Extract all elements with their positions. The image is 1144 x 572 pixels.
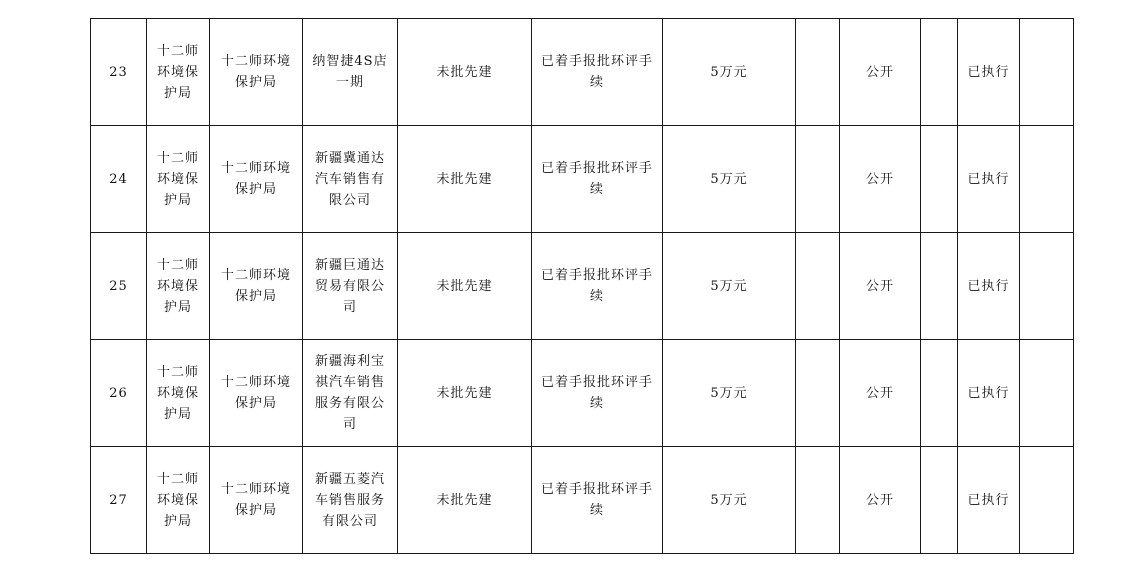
table-row: [91, 126, 1074, 233]
execution-status: 已执行: [958, 19, 1020, 126]
disclosure-status: 公开: [840, 126, 921, 233]
empty-cell: [796, 447, 840, 554]
empty-cell: [796, 233, 840, 340]
rectification-action: 已着手报批环评手续: [532, 126, 663, 233]
execution-status: 已执行: [958, 447, 1020, 554]
penalty-records-table: [90, 18, 1074, 554]
company-name: 纳智捷4S店一期: [303, 19, 398, 126]
empty-cell: [796, 126, 840, 233]
enforcement-agency: 十二师环境保护局: [147, 340, 210, 447]
disclosure-status: 公开: [840, 340, 921, 447]
enforcement-agency: 十二师环境保护局: [147, 233, 210, 340]
table-row: [91, 233, 1074, 340]
violation-type: 未批先建: [398, 233, 532, 340]
enforcement-agency: 十二师环境保护局: [147, 126, 210, 233]
empty-cell: [921, 233, 958, 340]
rectification-action: 已着手报批环评手续: [532, 233, 663, 340]
disclosure-status: 公开: [840, 233, 921, 340]
disclosure-status: 公开: [840, 447, 921, 554]
execution-status: 已执行: [958, 340, 1020, 447]
empty-cell: [921, 19, 958, 126]
penalty-amount: 5万元: [663, 19, 796, 126]
handling-department: 十二师环境保护局: [210, 233, 303, 340]
empty-cell: [1020, 126, 1074, 233]
empty-cell: [796, 340, 840, 447]
disclosure-status: 公开: [840, 19, 921, 126]
execution-status: 已执行: [958, 233, 1020, 340]
empty-cell: [1020, 447, 1074, 554]
violation-type: 未批先建: [398, 340, 532, 447]
empty-cell: [796, 19, 840, 126]
handling-department: 十二师环境保护局: [210, 340, 303, 447]
empty-cell: [921, 126, 958, 233]
record-number: 24: [91, 126, 147, 233]
rectification-action: 已着手报批环评手续: [532, 340, 663, 447]
penalty-amount: 5万元: [663, 233, 796, 340]
table-row: [91, 340, 1074, 447]
record-number: 26: [91, 340, 147, 447]
table-row: [91, 447, 1074, 554]
violation-type: 未批先建: [398, 447, 532, 554]
rectification-action: 已着手报批环评手续: [532, 447, 663, 554]
penalty-amount: 5万元: [663, 340, 796, 447]
company-name: 新疆海利宝祺汽车销售服务有限公司: [303, 340, 398, 447]
violation-type: 未批先建: [398, 126, 532, 233]
empty-cell: [1020, 340, 1074, 447]
enforcement-agency: 十二师环境保护局: [147, 19, 210, 126]
table-row: [91, 19, 1074, 126]
record-number: 23: [91, 19, 147, 126]
penalty-amount: 5万元: [663, 447, 796, 554]
execution-status: 已执行: [958, 126, 1020, 233]
empty-cell: [921, 447, 958, 554]
violation-type: 未批先建: [398, 19, 532, 126]
enforcement-agency: 十二师环境保护局: [147, 447, 210, 554]
empty-cell: [921, 340, 958, 447]
company-name: 新疆巨通达贸易有限公司: [303, 233, 398, 340]
record-number: 25: [91, 233, 147, 340]
penalty-amount: 5万元: [663, 126, 796, 233]
handling-department: 十二师环境保护局: [210, 126, 303, 233]
handling-department: 十二师环境保护局: [210, 19, 303, 126]
handling-department: 十二师环境保护局: [210, 447, 303, 554]
company-name: 新疆五菱汽车销售服务有限公司: [303, 447, 398, 554]
company-name: 新疆冀通达汽车销售有限公司: [303, 126, 398, 233]
empty-cell: [1020, 233, 1074, 340]
empty-cell: [1020, 19, 1074, 126]
rectification-action: 已着手报批环评手续: [532, 19, 663, 126]
record-number: 27: [91, 447, 147, 554]
